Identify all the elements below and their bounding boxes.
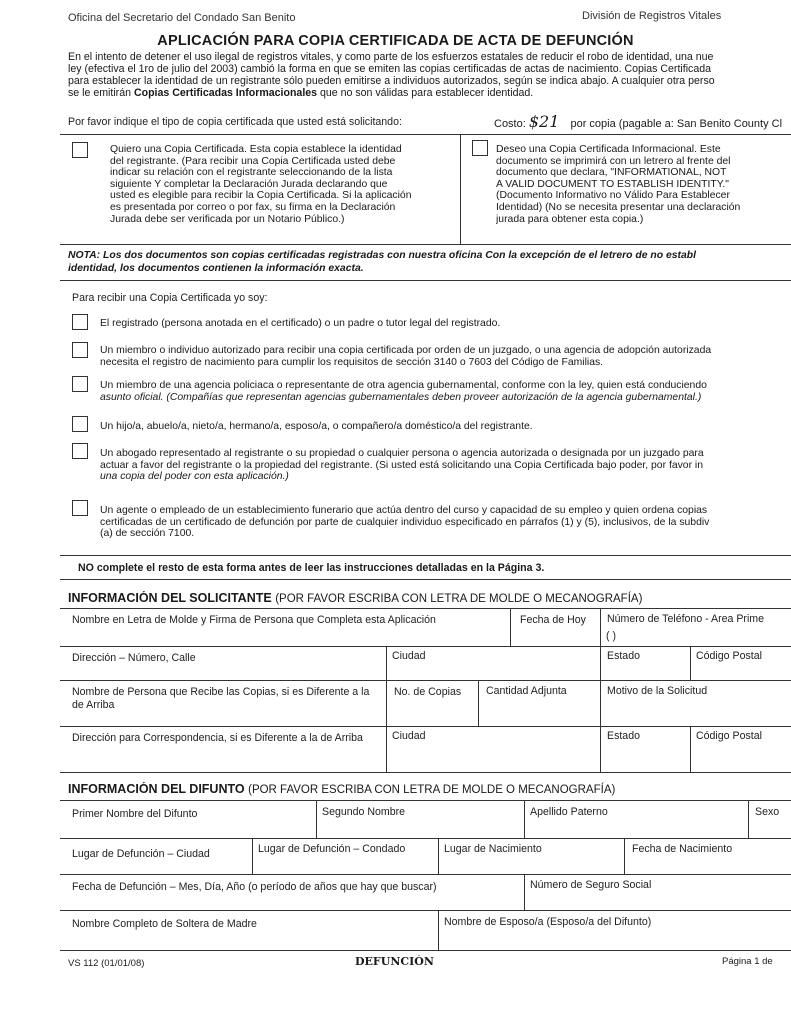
eligibility-item [100, 345, 791, 368]
copy-type-prompt: Por favor indique el tipo de copia certificada que usted está solicitando: [68, 116, 402, 128]
option-line: jurada para obtener esta copia.) [496, 213, 644, 225]
option-line: documento que declara, "INFORMATIONAL, NOT [496, 167, 727, 179]
reason-label: Motivo de la Solicitud [607, 685, 708, 697]
note [68, 250, 791, 275]
middle-name-label: Segundo Nombre [322, 806, 406, 818]
page-number: Página 1 de [722, 956, 773, 967]
option-line: usted es elegible para recibir la Copia Certificada. Si la aplicación [110, 190, 412, 202]
city-label: Ciudad [392, 650, 426, 662]
birth-date-label: Fecha de Nacimiento [632, 843, 733, 855]
eligibility-line: Un hijo/a, abuelo/a, nieto/a, hermano/a, esposo/a, o compañero/a doméstico/a del registrante. [100, 421, 533, 432]
intro-line: En el intento de detener el uso ilegal de registros vitales, y como parte de los esfuerzos estatales de reducir el robo de identidad, una nue [68, 51, 714, 63]
informational-copy-option [496, 144, 791, 225]
option-line: Jurada debe ser verificada por un Notario Público.) [110, 213, 345, 225]
cost-line: Costo: $21 por copia (pagable a: San Benito County Cl [494, 112, 783, 131]
eligibility-line: una copia del poder con esta aplicación.) [100, 471, 289, 483]
division-name: División de Registros Vitales [582, 10, 722, 22]
eligibility-checkbox-3[interactable] [72, 376, 88, 392]
option-line: del registrante. (Para recibir una Copia Certificada usted debe [110, 155, 396, 167]
option-line: es presentada por correo o por fax, su firma en la Declaración [110, 201, 396, 213]
amount-label: Cantidad Adjunta [486, 685, 567, 697]
option-line: siguiente Y completar la Declaración Jurada declarando que [110, 178, 388, 190]
last-name-label: Apellido Paterno [530, 806, 608, 818]
option-line: Deseo una Copia Certificada Informacional. Este [496, 144, 721, 155]
instructions-note: NO complete el resto de esta forma antes de leer las instrucciones detalladas en la Página 3. [78, 562, 545, 574]
phone-label: Número de Teléfono - Area Prime [607, 613, 765, 625]
applicant-section-title: INFORMACIÓN DEL SOLICITANTE (POR FAVOR ESCRIBA CON LETRA DE MOLDE O MECANOGRAFÍA) [68, 591, 643, 605]
certified-copy-option [110, 144, 458, 225]
zip-label: Código Postal [696, 650, 762, 662]
eligibility-line: El registrado (persona anotada en el certificado) o un padre o tutor legal del registrado. [100, 318, 501, 329]
death-county-label: Lugar de Defunción – Condado [258, 843, 406, 855]
eligibility-line: necesita el registro de nacimiento para cumplir los requisitos de sección 3140 o 7603 del Código de Familias. [100, 356, 604, 368]
eligibility-checkbox-6[interactable] [72, 500, 88, 516]
eligibility-checkbox-2[interactable] [72, 342, 88, 358]
death-city-label: Lugar de Defunción – Ciudad [72, 848, 210, 860]
sex-label: Sexo [755, 806, 780, 818]
eligibility-line: asunto oficial. (Compañías que representan agencias gubernamentales deben proveer autorización de la agencia gubernamental.) [100, 391, 702, 403]
informational-copy-checkbox[interactable] [472, 140, 488, 156]
office-name: Oficina del Secretario del Condado San Benito [68, 12, 296, 24]
num-copies-label: No. de Copias [394, 686, 462, 698]
eligibility-line: Un abogado representado al registrante o su propiedad o cualquier persona o agencia autorizada o designada por un juzgado para [100, 448, 704, 459]
mother-maiden-label: Nombre Completo de Soltera de Madre [72, 918, 257, 930]
note-line: NOTA: Los dos documentos son copias certificadas registradas con nuestra oficina Con la excepción de el letrero de no establ [68, 250, 697, 261]
option-line: documento se imprimirá con un letrero al frente del [496, 155, 731, 167]
eligibility-line: certificadas de un certificado de defunción por parte de cualquier individuo especificado en párrafos (1) y (5), inclusivos, de la subdiv [100, 516, 710, 528]
option-line: Quiero una Copia Certificada. Esta copia establece la identidad [110, 144, 402, 155]
spouse-label: Nombre de Esposo/a (Esposo/a del Difunto) [444, 916, 652, 928]
intro-line-last: se le emitirán Copias Certificadas Informacionales que no son válidas para establecer identidad. [68, 87, 534, 99]
eligibility-checkbox-5[interactable] [72, 443, 88, 459]
eligibility-item [100, 318, 791, 330]
eligibility-item [100, 421, 791, 433]
eligibility-prompt: Para recibir una Copia Certificada yo soy: [72, 292, 268, 304]
applicant-name-sig-label: Nombre en Letra de Molde y Firma de Persona que Completa esta Aplicación [72, 614, 436, 626]
eligibility-line: (a) de sección 7100. [100, 528, 195, 540]
eligibility-line: actuar a favor del registrante o la propiedad del registrante. (Si usted está solicitando una Copia Certificada bajo poder, por favor in [100, 459, 704, 471]
eligibility-checkbox-4[interactable] [72, 416, 88, 432]
option-line: Identidad) (No se necesita presentar una declaración [496, 201, 741, 213]
option-line: (Documento Informativo no Válido Para Establecer [496, 190, 730, 202]
eligibility-line: Un miembro de una agencia policiaca o representante de otra agencia gubernamental, conforme con la ley, quien está conduciendo [100, 380, 707, 391]
decedent-section-title: INFORMACIÓN DEL DIFUNTO (POR FAVOR ESCRIBA CON LETRA DE MOLDE O MECANOGRAFÍA) [68, 782, 616, 796]
birth-place-label: Lugar de Nacimiento [444, 843, 542, 855]
address-label: Dirección – Número, Calle [72, 652, 196, 664]
cost-value: $21 [528, 112, 560, 131]
form-title: APLICACIÓN PARA COPIA CERTIFICADA DE ACTA DE DEFUNCIÓN [157, 33, 634, 49]
recipient-label: Nombre de Persona que Recibe las Copias, si es Diferente a la de Arriba [72, 686, 370, 711]
death-date-label: Fecha de Defunción – Mes, Día, Año (o período de años que hay que buscar) [72, 881, 437, 893]
option-line: A VALID DOCUMENT TO ESTABLISH IDENTITY." [496, 178, 729, 190]
eligibility-item [100, 380, 791, 403]
eligibility-checkbox-1[interactable] [72, 314, 88, 330]
note-line: identidad, los documentos contienen la información exacta. [68, 262, 364, 274]
eligibility-line: Un miembro o individuo autorizado para recibir una copia certificada por orden de un juzgado, o una agencia de adopción autorizada [100, 345, 712, 356]
intro-line: ley (efectiva el 1ro de julio del 2003) cambió la forma en que se emiten las copias certificadas de actas de nacimiento. Copias Certificada [68, 63, 712, 75]
form-code: VS 112 (01/01/08) [68, 958, 145, 969]
state-label: Estado [607, 650, 640, 662]
option-line: indicar su relación con el registrante seleccionando de la lista [110, 167, 393, 179]
intro-paragraph [68, 51, 788, 99]
certified-copy-checkbox[interactable] [72, 142, 88, 158]
intro-line: para establecer la identidad de un registrante sólo pueden emitirse a individuos autorizados, según se indica abajo. A cualquier otra perso [68, 75, 715, 87]
zip2-label: Código Postal [696, 730, 762, 742]
eligibility-item [100, 448, 791, 483]
first-name-label: Primer Nombre del Difunto [72, 808, 198, 820]
mail-address-label: Dirección para Correspondencia, si es Diferente a la de Arriba [72, 732, 363, 744]
ssn-label: Número de Seguro Social [530, 879, 652, 891]
footer-form-type: DEFUNCIÓN [355, 955, 434, 968]
today-date-label: Fecha de Hoy [520, 614, 586, 626]
eligibility-item [100, 505, 791, 540]
eligibility-line: Un agente o empleado de un establecimiento funerario que actúa dentro del curso y capacidad de su empleo y quien ordena copias [100, 505, 708, 516]
state2-label: Estado [607, 730, 640, 742]
city2-label: Ciudad [392, 730, 426, 742]
phone-area-code: ( ) [606, 630, 616, 642]
